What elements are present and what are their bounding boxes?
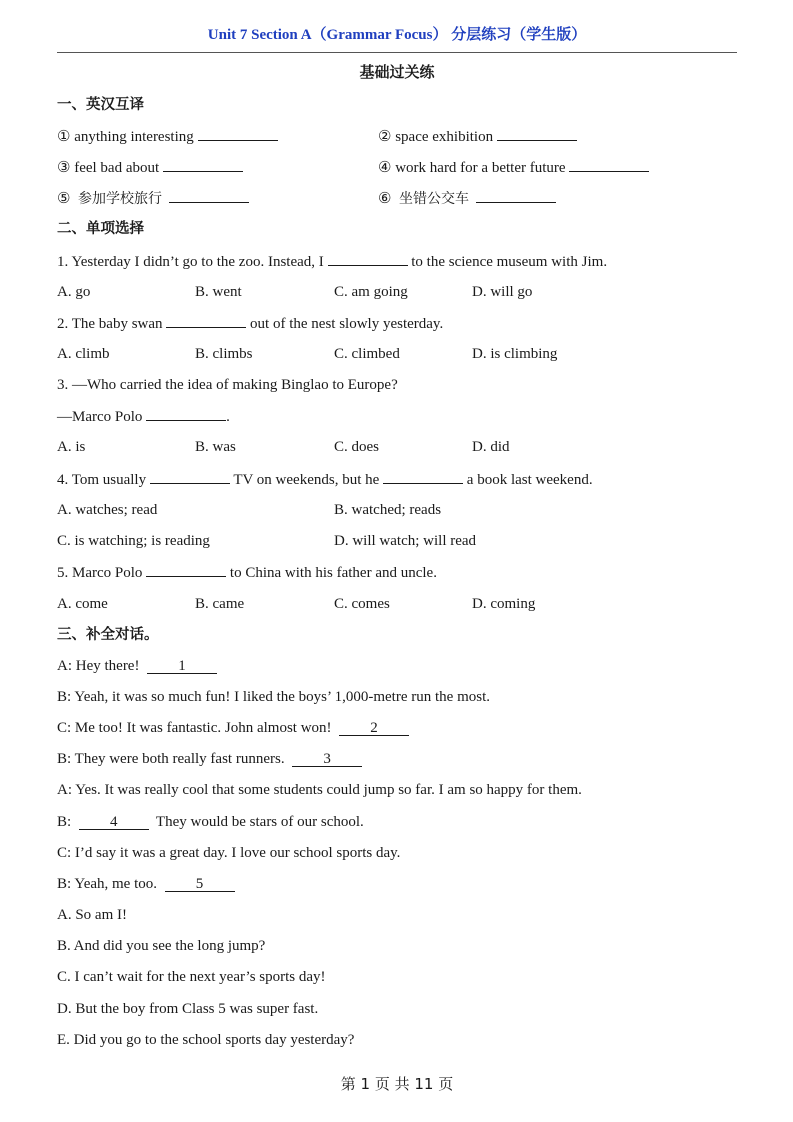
section-3-title: 三、补全对话。: [57, 627, 159, 643]
q4-option-b[interactable]: B. watched; reads: [334, 502, 442, 518]
section-1-title: 一、英汉互译: [57, 97, 144, 113]
question-text: 4. Tom usually: [57, 472, 147, 488]
q3-option-a[interactable]: A. is: [57, 439, 86, 455]
dialogue-text: B: They were both really fast runners.: [57, 751, 285, 767]
item-number: ⑤: [57, 191, 71, 207]
dialogue-blank-4[interactable]: 4: [79, 815, 149, 830]
question-text: to China with his father and uncle.: [229, 565, 437, 581]
item-text: 参加学校旅行: [77, 191, 162, 207]
page-title: 基础过关练: [359, 65, 435, 81]
item-number: ④: [378, 160, 392, 176]
q2-option-c[interactable]: C. climbed: [334, 346, 400, 362]
dialogue-line-6: [57, 812, 364, 832]
question-text: to the science museum with Jim.: [411, 254, 608, 270]
dialogue-text: B: Yeah, me too.: [57, 876, 158, 892]
answer-blank[interactable]: [146, 406, 226, 421]
q5-option-a[interactable]: A. come: [57, 596, 108, 612]
item-text: space exhibition: [395, 129, 494, 145]
question-text: out of the nest slowly yesterday.: [250, 316, 444, 332]
answer-blank[interactable]: [569, 157, 649, 172]
choice-b[interactable]: B. And did you see the long jump?: [57, 938, 266, 954]
choice-e[interactable]: E. Did you go to the school sports day yesterday?: [57, 1032, 355, 1048]
answer-blank[interactable]: [497, 126, 577, 141]
dialogue-line-7: C: I’d say it was a great day. I love our school sports day.: [57, 845, 401, 861]
question-1: [57, 251, 607, 272]
dialogue-blank-2[interactable]: 2: [339, 721, 409, 736]
answer-blank[interactable]: [163, 157, 243, 172]
question-text: 1. Yesterday I didn’t go to the zoo. Instead, I: [57, 254, 324, 270]
item-text: anything interesting: [74, 129, 194, 145]
page-footer: 第 1 页 共 11 页: [340, 1075, 454, 1093]
dialogue-text: A: Hey there!: [57, 658, 140, 674]
dialogue-blank-1[interactable]: 1: [147, 659, 217, 674]
dialogue-text: B:: [57, 814, 72, 830]
translation-item-4: [378, 157, 649, 178]
question-text: —Marco Polo: [57, 409, 143, 425]
dialogue-line-2: B: Yeah, it was so much fun! I liked the boys’ 1,000-metre run the most.: [57, 689, 490, 705]
dialogue-text: They would be stars of our school.: [155, 814, 364, 830]
dialogue-blank-5[interactable]: 5: [165, 877, 235, 892]
dialogue-blank-3[interactable]: 3: [292, 752, 362, 767]
answer-blank[interactable]: [198, 126, 278, 141]
choice-c[interactable]: C. I can’t wait for the next year’s sports day!: [57, 969, 326, 985]
translation-item-1: [57, 126, 278, 147]
item-number: ①: [57, 129, 71, 145]
q5-option-c[interactable]: C. comes: [334, 596, 390, 612]
answer-blank[interactable]: [150, 469, 230, 484]
answer-blank[interactable]: [146, 562, 226, 577]
item-number: ⑥: [378, 191, 392, 207]
dialogue-line-8: [57, 874, 235, 894]
page-header-title: Unit 7 Section A（Grammar Focus） 分层练习（学生版）: [207, 27, 587, 43]
q3-option-d[interactable]: D. did: [472, 439, 510, 455]
question-3: 3. —Who carried the idea of making Binglao to Europe?: [57, 377, 398, 393]
dialogue-line-5: A: Yes. It was really cool that some students could jump so far. I am so happy for them.: [57, 782, 582, 798]
q4-option-d[interactable]: D. will watch; will read: [334, 533, 477, 549]
q2-option-b[interactable]: B. climbs: [195, 346, 253, 362]
item-text: work hard for a better future: [395, 160, 566, 176]
translation-item-6: [378, 188, 556, 209]
question-2: [57, 313, 443, 334]
question-text: 2. The baby swan: [57, 316, 163, 332]
item-text: 坐错公交车: [398, 191, 469, 207]
q5-option-b[interactable]: B. came: [195, 596, 245, 612]
translation-item-2: [378, 126, 577, 147]
q2-option-d[interactable]: D. is climbing: [472, 346, 558, 362]
question-3-response: [57, 406, 230, 427]
translation-item-3: [57, 157, 243, 178]
item-number: ②: [378, 129, 392, 145]
question-text: .: [226, 409, 230, 425]
q1-option-c[interactable]: C. am going: [334, 284, 408, 300]
item-text: feel bad about: [74, 160, 160, 176]
answer-blank[interactable]: [328, 251, 408, 266]
translation-item-5: [57, 188, 249, 209]
answer-blank[interactable]: [169, 188, 249, 203]
question-text: TV on weekends, but he: [233, 472, 380, 488]
choice-a[interactable]: A. So am I!: [57, 907, 127, 923]
q1-option-a[interactable]: A. go: [57, 284, 91, 300]
dialogue-line-1: [57, 656, 217, 676]
q4-option-a[interactable]: A. watches; read: [57, 502, 158, 518]
choice-d[interactable]: D. But the boy from Class 5 was super fast.: [57, 1001, 319, 1017]
header-divider: [57, 52, 737, 53]
dialogue-line-4: [57, 749, 362, 769]
answer-blank[interactable]: [166, 313, 246, 328]
q3-option-c[interactable]: C. does: [334, 439, 379, 455]
q3-option-b[interactable]: B. was: [195, 439, 236, 455]
item-number: ③: [57, 160, 71, 176]
question-5: [57, 562, 437, 583]
question-text: a book last weekend.: [466, 472, 593, 488]
answer-blank[interactable]: [476, 188, 556, 203]
q5-option-d[interactable]: D. coming: [472, 596, 536, 612]
answer-blank[interactable]: [383, 469, 463, 484]
dialogue-line-3: [57, 718, 409, 738]
section-2-title: 二、单项选择: [57, 221, 144, 237]
question-4: [57, 469, 593, 490]
dialogue-text: C: Me too! It was fantastic. John almost won!: [57, 720, 332, 736]
q4-option-c[interactable]: C. is watching; is reading: [57, 533, 210, 549]
question-text: 5. Marco Polo: [57, 565, 143, 581]
q1-option-b[interactable]: B. went: [195, 284, 242, 300]
q2-option-a[interactable]: A. climb: [57, 346, 110, 362]
q1-option-d[interactable]: D. will go: [472, 284, 533, 300]
